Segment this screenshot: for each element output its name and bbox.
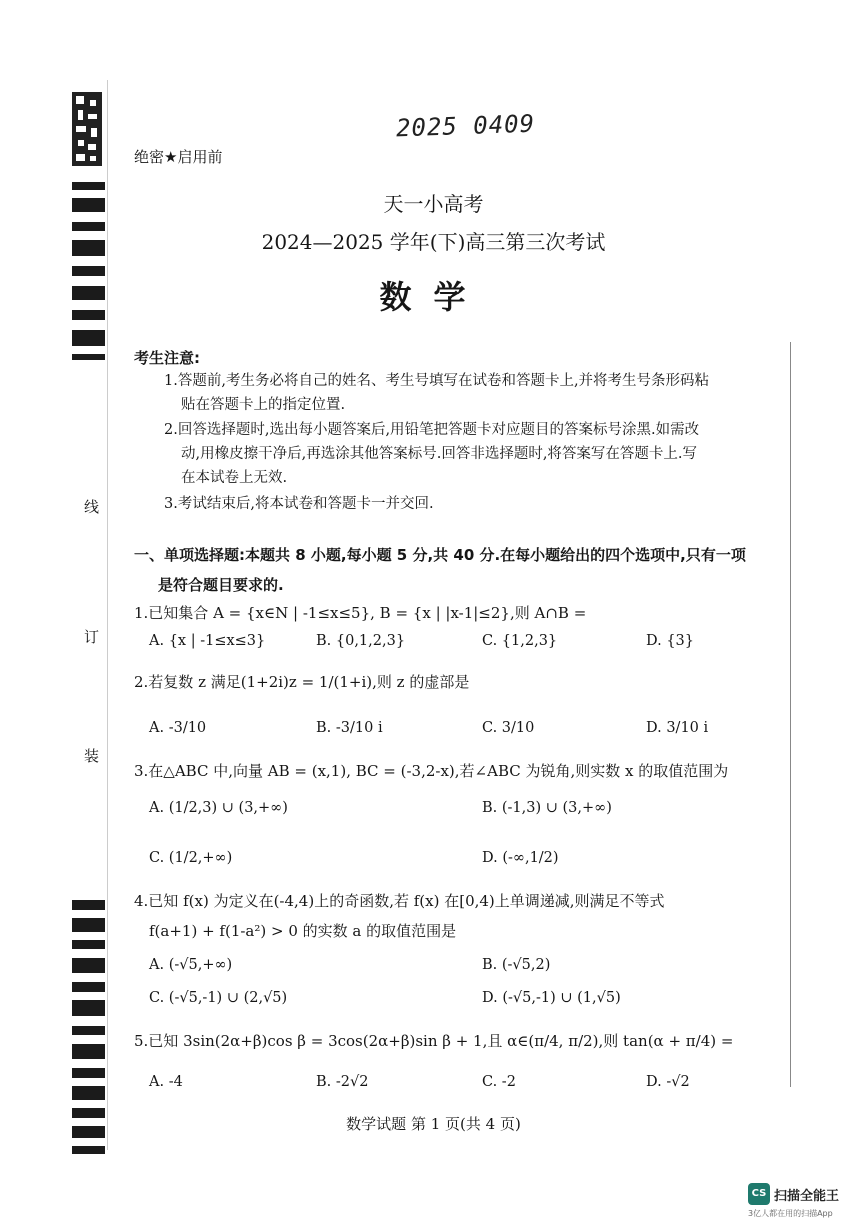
section-title-line1: 一、单项选择题:本题共 8 小题,每小题 5 分,共 40 分.在每小题给出的四个选项中,只有一项 — [134, 546, 746, 564]
question-3-stem: 3.在△ABC 中,向量 AB = (x,1), BC = (-3,2-x),若∠ABC 为锐角,则实数 x 的取值范围为 — [134, 762, 729, 780]
question-3-option-d: D. (-∞,1/2) — [482, 850, 559, 866]
scanner-tagline: 3亿人都在用的扫描App — [748, 1209, 833, 1218]
page-footer: 数学试题 第 1 页(共 4 页) — [346, 1115, 521, 1133]
section-title-line2: 是符合题目要求的. — [158, 576, 284, 594]
question-5-option-d: D. -√2 — [646, 1074, 690, 1090]
question-4-option-b: B. (-√5,2) — [482, 957, 551, 973]
question-4-option-c: C. (-√5,-1) ∪ (2,√5) — [149, 990, 288, 1006]
question-4-stem-line2: f(a+1) + f(1-a²) > 0 的实数 a 的取值范围是 — [149, 922, 457, 940]
scanner-watermark — [748, 1183, 860, 1219]
question-4-option-d: D. (-√5,-1) ∪ (1,√5) — [482, 990, 621, 1006]
question-5-stem: 5.已知 3sin(2α+β)cos β = 3cos(2α+β)sin β + 1,且 α∈(π/4, π/2),则 tan(α + π/4) = — [134, 1032, 734, 1050]
question-1-option-a: A. {x | -1≤x≤3} — [149, 633, 266, 649]
question-1-option-c: C. {1,2,3} — [482, 633, 558, 649]
scanner-logo-icon: CS — [748, 1183, 770, 1205]
question-2-stem: 2.若复数 z 满足(1+2i)z = 1/(1+i),则 z 的虚部是 — [134, 673, 470, 691]
question-2-option-c: C. 3/10 — [482, 720, 535, 736]
question-5-option-a: A. -4 — [149, 1074, 183, 1090]
section-title — [134, 540, 774, 600]
subject-title: 数学 — [379, 278, 488, 316]
notice-item-2-line2: 动,用橡皮擦干净后,再选涂其他答案标号.回答非选择题时,将答案写在答题卡上.写 — [181, 446, 698, 462]
question-1-option-d: D. {3} — [646, 633, 695, 649]
question-3-option-b: B. (-1,3) ∪ (3,+∞) — [482, 800, 612, 816]
question-4-option-a: A. (-√5,+∞) — [149, 957, 233, 973]
question-2-option-d: D. 3/10 i — [646, 720, 709, 736]
question-1-option-b: B. {0,1,2,3} — [316, 633, 406, 649]
confidential-label: 绝密★启用前 — [134, 148, 223, 166]
notice-item-3-line1: 3.考试结束后,将本试卷和答题卡一并交回. — [164, 496, 434, 512]
question-2-option-a: A. -3/10 — [149, 720, 207, 736]
notice-item-1-line1: 1.答题前,考生务必将自己的姓名、考生号填写在试卷和答题卡上,并将考生号条形码粘 — [164, 373, 710, 389]
binding-mark-line: 线 — [84, 498, 100, 516]
notice-item-1 — [164, 369, 709, 417]
right-margin-rule — [790, 342, 791, 1087]
qr-code-icon — [70, 90, 106, 168]
binding-mark-staple: 订 — [84, 628, 100, 646]
binding-mark-bind: 装 — [84, 747, 100, 765]
notice-item-2-line1: 2.回答选择题时,选出每小题答案后,用铅笔把答题卡对应题目的答案标号涂黑.如需改 — [164, 422, 700, 438]
notice-title: 考生注意: — [134, 349, 200, 367]
question-4-stem-line1: 4.已知 f(x) 为定义在(-4,4)上的奇函数,若 f(x) 在[0,4)上单调递减,则满足不等式 — [134, 892, 665, 910]
notice-item-2-line3: 在本试卷上无效. — [181, 470, 288, 486]
exam-name: 2024—2025 学年(下)高三第三次考试 — [261, 230, 606, 254]
scanner-app-name: 扫描全能王 — [774, 1189, 840, 1204]
question-5-option-c: C. -2 — [482, 1074, 516, 1090]
question-3-option-a: A. (1/2,3) ∪ (3,+∞) — [149, 800, 288, 816]
notice-item-2 — [164, 418, 699, 490]
question-1-stem: 1.已知集合 A = {x∈N | -1≤x≤5}, B = {x | |x-1|≤2},则 A∩B = — [134, 604, 587, 622]
question-3-option-c: C. (1/2,+∞) — [149, 850, 233, 866]
notice-item-1-line2: 贴在答题卡上的指定位置. — [181, 397, 346, 413]
notice-item-3 — [164, 492, 434, 516]
exam-source: 天一小高考 — [383, 192, 484, 216]
handwritten-date: 2025 0409 — [395, 109, 536, 143]
question-5-option-b: B. -2√2 — [316, 1074, 369, 1090]
question-2-option-b: B. -3/10 i — [316, 720, 383, 736]
